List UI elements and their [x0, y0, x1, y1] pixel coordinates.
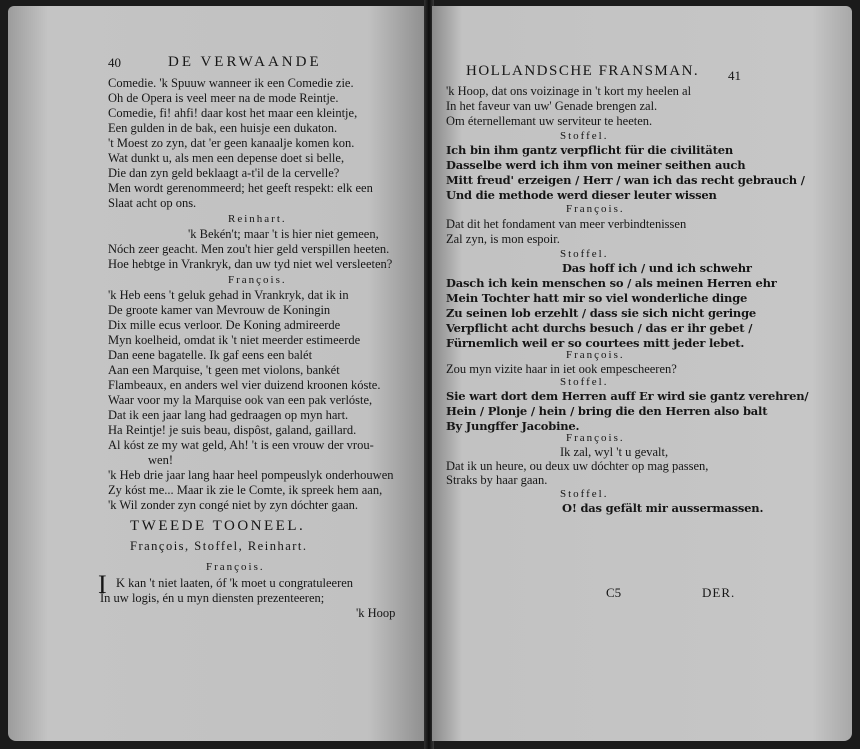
text-line: 'k Bekén't; maar 't is hier niet gemeen,: [188, 227, 379, 241]
text-line: Nóch zeer geacht. Men zou't hier geld verspillen heeten.: [108, 242, 390, 256]
speaker-name: Stoffel.: [560, 130, 609, 142]
scene-title: TWEEDE TOONEEL.: [130, 518, 306, 534]
text-line: 'k Wil zonder zyn congé niet by zyn dóchter gaan.: [108, 498, 359, 512]
signature-mark: C5: [606, 585, 622, 600]
speaker-name: Reinhart.: [228, 213, 287, 225]
speaker-name: Stoffel.: [560, 488, 609, 500]
text-line: 'k Heb drie jaar lang haar heel pompeuslyk onderhouwen: [108, 468, 394, 482]
text-line: Ha Reintje! je suis beau, dispôst, galand, gaillard.: [108, 423, 357, 437]
german-line: Ich bin ihm gantz verpflicht für die civilitäten: [446, 143, 733, 157]
running-head: DE VERWAANDE: [168, 54, 322, 70]
text-line: In het faveur van uw' Genade brengen zal.: [446, 99, 658, 113]
text-line: Slaat acht op ons.: [108, 196, 197, 210]
text-line: 't Moest zo zyn, dat 'er geen kanaalje komen kon.: [108, 136, 355, 150]
text-line: Men wordt gerenommeerd; het geeft respekt: elk een: [108, 181, 373, 195]
text-line: 'k Hoop, dat ons voizinage in 't kort my heelen al: [446, 84, 692, 98]
text-line: Ik zal, wyl 't u gevalt,: [560, 445, 669, 459]
page-number: 40: [108, 55, 121, 70]
text-line: Die dan zyn geld beklaagt a-t'il de la cervelle?: [108, 166, 340, 180]
drop-cap: I: [98, 570, 107, 599]
german-line: Das hoff ich / und ich schwehr: [562, 261, 752, 275]
speaker-name: François.: [228, 274, 287, 286]
text-line: Om éternellemant uw serviteur te heeten.: [446, 114, 653, 128]
german-line: Sie wart dort dem Herren auff Er wird sie gantz verehren/: [446, 389, 809, 403]
text-line: Oh de Opera is veel meer na de mode Reintje.: [108, 91, 339, 105]
german-line: Dasselbe werd ich ihm von meiner seithen auch: [446, 158, 746, 172]
text-line: Waar voor my la Marquise ook van een pak verlóste,: [108, 393, 373, 407]
text-line: In uw logis, én u myn diensten prezenteeren;: [100, 591, 325, 605]
german-line: Zu seinen lob erzehlt / dass sie sich nicht geringe: [446, 306, 757, 320]
text-line: Dat ik een jaar lang had gedraagen op myn hart.: [108, 408, 349, 422]
text-line: Myn koelheid, omdat ik 't niet meerder estimeerde: [108, 333, 361, 347]
german-line: By Jungffer Jacobine.: [446, 419, 580, 433]
text-line: wen!: [148, 453, 173, 467]
text-line: K kan 't niet laaten, óf 'k moet u congratuleeren: [116, 576, 354, 590]
text-line: 'k Heb eens 't geluk gehad in Vrankryk, dat ik in: [108, 288, 349, 302]
left-page: [8, 6, 426, 741]
german-line: Hein / Plonje / hein / bring die den Herren also balt: [446, 404, 768, 418]
catchword: DER.: [702, 585, 736, 600]
text-line: Aan een Marquise, 't geen met violons, bankét: [108, 363, 340, 377]
german-line: Fürnemlich weil er so courtees mitt jeder lebet.: [446, 336, 745, 350]
text-line: Hoe hebtge in Vrankryk, dan uw tyd niet wel versleeten?: [108, 257, 393, 271]
text-line: Al kóst ze my wat geld, Ah! 't is een vrouw der vrou-: [108, 438, 374, 452]
text-line: Wat dunkt u, als men een depense doet si belle,: [108, 151, 345, 165]
text-line: Zal zyn, is mon espoir.: [446, 232, 560, 246]
text-line: Straks by haar gaan.: [446, 473, 548, 487]
german-line: O! das gefält mir aussermassen.: [562, 501, 764, 515]
catchword: 'k Hoop: [356, 606, 396, 620]
german-line: Mein Tochter hatt mir so viel wonderliche dinge: [446, 291, 748, 305]
german-line: Und die methode werd dieser leuter wissen: [446, 188, 717, 202]
german-line: Verpflicht acht durchs besuch / das er ihr gebet /: [446, 321, 753, 335]
speaker-name: Stoffel.: [560, 376, 609, 388]
text-line: Dat dit het fondament van meer verbindtenissen: [446, 217, 687, 231]
text-line: Een gulden in de bak, een huisje een dukaton.: [108, 121, 338, 135]
speaker-name: François.: [566, 203, 625, 215]
text-line: Dix mille ecus verloor. De Koning admireerde: [108, 318, 341, 332]
german-line: Mitt freud' erzeigen / Herr / wan ich das recht gebrauch /: [446, 173, 805, 187]
page-number: 41: [728, 68, 741, 83]
text-line: Dan eene bagatelle. Ik gaf eens een balét: [108, 348, 313, 362]
right-page: [432, 6, 852, 741]
cast-list: François, Stoffel, Reinhart.: [130, 539, 308, 553]
text-line: Comedie, fi! ahfi! daar kost het maar een kleintje,: [108, 106, 358, 120]
speaker-name: Stoffel.: [560, 248, 609, 260]
running-head: HOLLANDSCHE FRANSMAN.: [466, 63, 700, 79]
text-line: Flambeaux, en anders wel vier duizend kroonen kóste.: [108, 378, 381, 392]
speaker-name: François.: [206, 561, 265, 573]
text-line: Dat ik un heure, ou deux uw dóchter op mag passen,: [446, 459, 709, 473]
text-line: Zou myn vizite haar in iet ook empescheeren?: [446, 362, 677, 376]
speaker-name: François.: [566, 432, 625, 444]
text-line: Comedie. 'k Spuuw wanneer ik een Comedie zie.: [108, 76, 354, 90]
text-line: Zy kóst me... Maar ik zie le Comte, ik spreek hem aan,: [108, 483, 383, 497]
speaker-name: François.: [566, 349, 625, 361]
text-line: De groote kamer van Mevrouw de Koningin: [108, 303, 331, 317]
german-line: Dasch ich kein menschen so / als meinen Herren ehr: [446, 276, 777, 290]
